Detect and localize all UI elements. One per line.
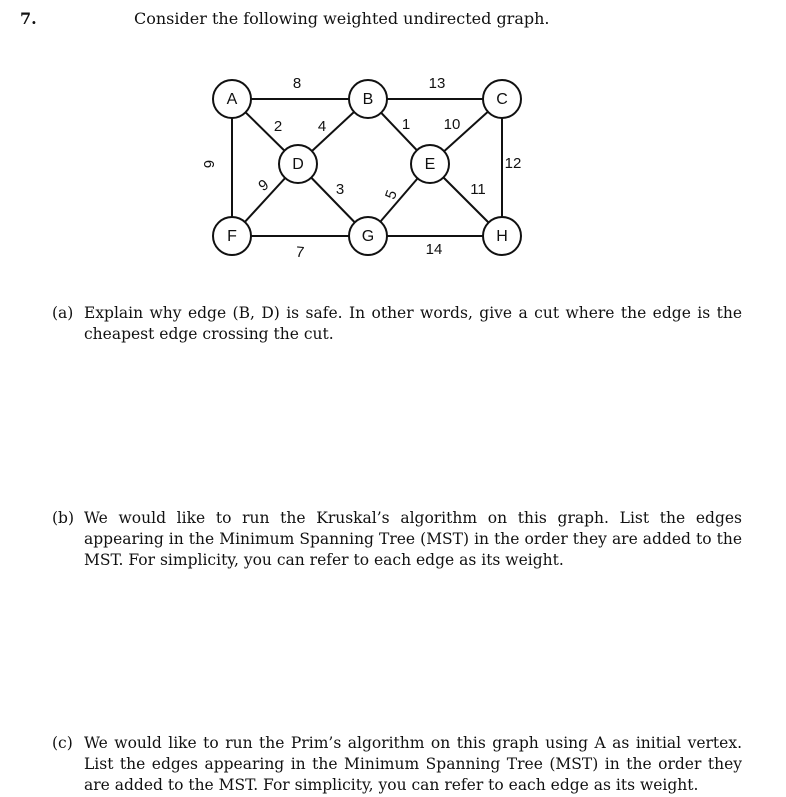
node-D xyxy=(279,145,317,183)
edge-weight-D-F: 9 xyxy=(255,176,272,195)
edge-weight-F-G: 7 xyxy=(295,243,305,262)
edge-weight-A-F: 6 xyxy=(200,159,218,169)
node-label-H: H xyxy=(496,228,508,246)
part-c-label: (c) xyxy=(52,734,73,752)
edge-weight-E-H: 11 xyxy=(470,180,486,198)
edge-weight-B-E: 1 xyxy=(401,115,411,133)
node-E xyxy=(411,145,449,183)
part-c xyxy=(52,733,742,796)
node-B xyxy=(349,80,387,118)
node-G xyxy=(349,217,387,255)
node-C xyxy=(483,80,521,118)
question-intro: Consider the following weighted undirected graph. xyxy=(134,9,550,28)
edge-weight-B-D: 4 xyxy=(317,117,327,135)
edge-weight-C-H: 12 xyxy=(504,154,522,172)
part-b xyxy=(52,508,742,571)
node-label-F: F xyxy=(227,228,237,246)
node-label-E: E xyxy=(424,156,436,174)
part-a xyxy=(52,303,742,345)
edge-weight-G-H: 14 xyxy=(425,240,443,258)
node-F xyxy=(213,217,251,255)
node-label-C: C xyxy=(496,91,508,109)
part-b-text: We would like to run the Kruskal’s algorithm on this graph. List the edges appearing in the Minimum Spanning Tree (MST) in the order they are added to the MST. For simplicity, you can refer to each edge as its weight. xyxy=(84,509,742,569)
edge-weight-A-B: 8 xyxy=(292,74,302,92)
node-label-A: A xyxy=(226,91,238,109)
node-A xyxy=(213,80,251,118)
question-number: 7. xyxy=(20,9,37,28)
part-a-text: Explain why edge (B, D) is safe. In other words, give a cut where the edge is the cheapest edge crossing the cut. xyxy=(84,304,742,343)
weighted-graph xyxy=(0,0,786,300)
node-label-G: G xyxy=(361,228,375,246)
part-a-label: (a) xyxy=(52,304,74,322)
node-label-B: B xyxy=(362,91,374,109)
node-label-D: D xyxy=(292,156,304,174)
node-H xyxy=(483,217,521,255)
edge-weight-A-D: 2 xyxy=(273,117,283,135)
edge-weight-C-E: 10 xyxy=(443,115,461,133)
part-c-text: We would like to run the Prim’s algorithm on this graph using A as initial vertex. List the edges appearing in the Minimum Spanning Tree (MST) in the order they are added to the MST. For simplicity, you can refer to each edge as its weight. xyxy=(84,734,742,794)
edge-weight-B-C: 13 xyxy=(428,74,446,92)
part-b-label: (b) xyxy=(52,509,75,527)
edge-weight-D-G: 3 xyxy=(335,180,345,198)
edge-weight-E-G: 5 xyxy=(382,187,401,202)
